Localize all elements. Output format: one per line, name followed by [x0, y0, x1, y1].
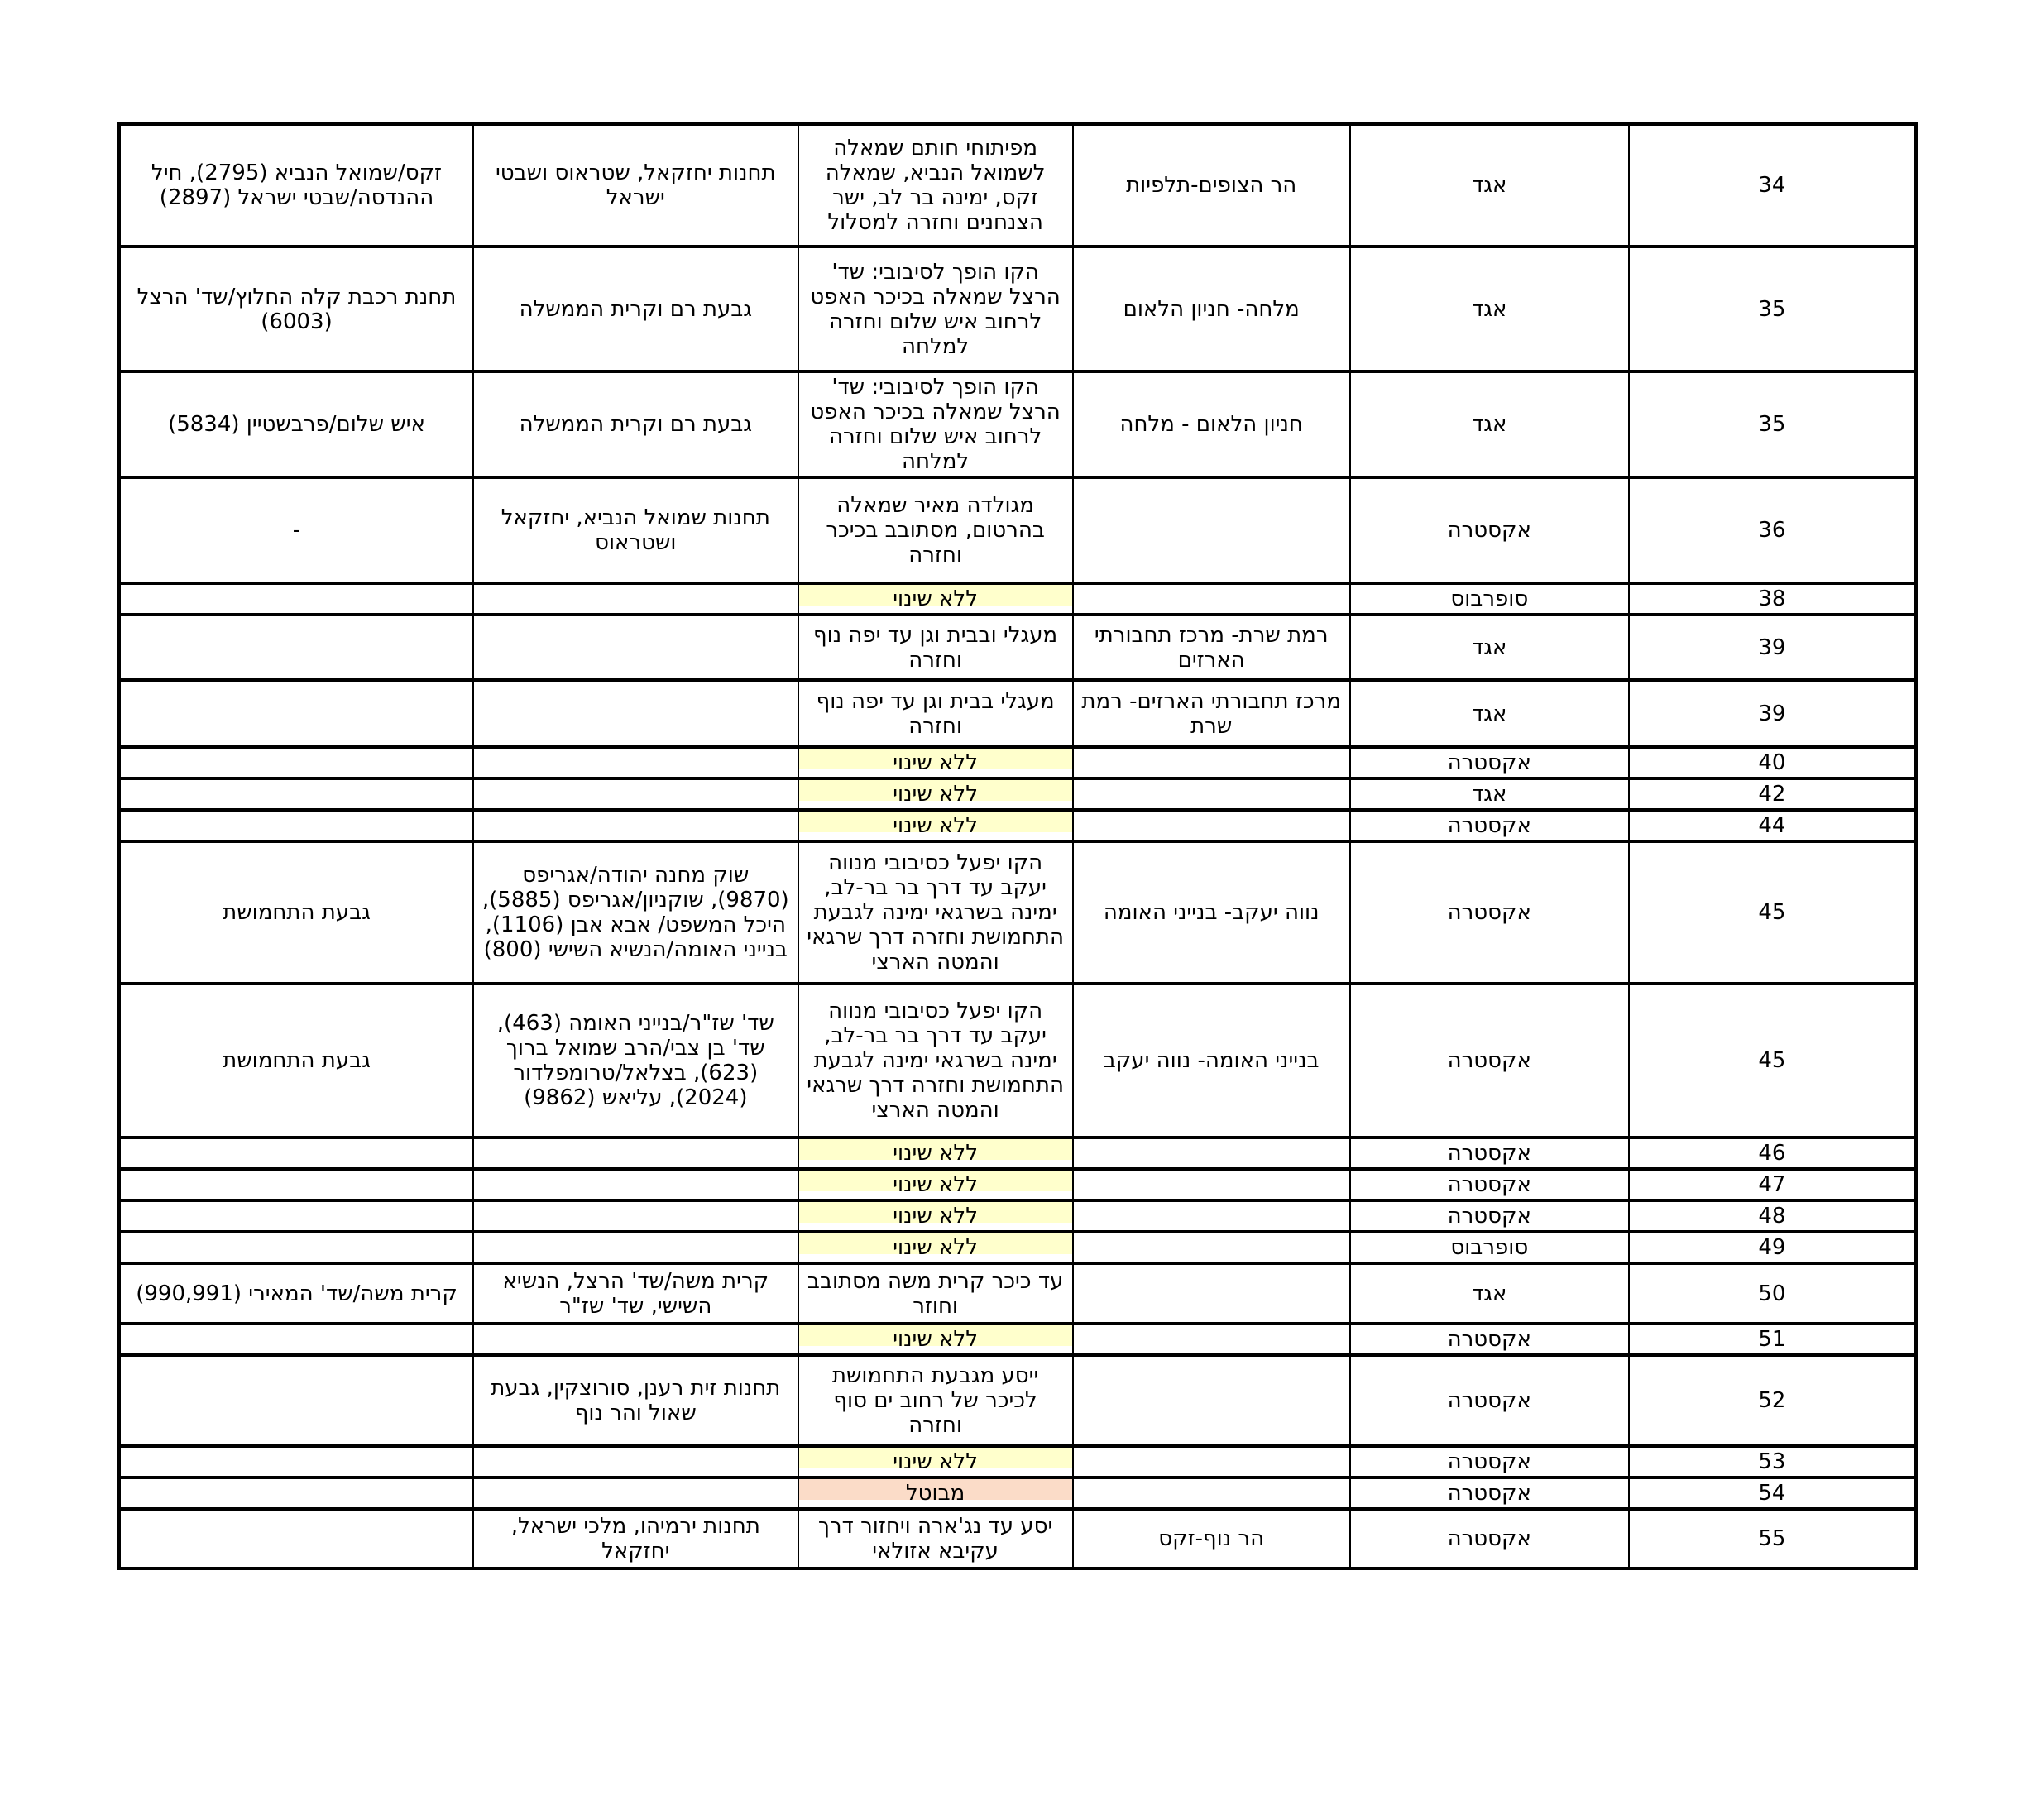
stations-cell: תחנות ירמיהו, מלכי ישראל, יחזקאל [473, 1509, 798, 1569]
route-name-cell: הר הצופים-תלפיות [1073, 124, 1350, 247]
operator-cell: אקסטרה [1350, 1138, 1629, 1169]
route-name-cell [1073, 1169, 1350, 1200]
table-row [119, 1263, 1916, 1324]
table-row [119, 1446, 1916, 1478]
operator-cell: סופרבוס [1350, 1232, 1629, 1263]
table-row [119, 1138, 1916, 1169]
change-cell: ללא שינוי [798, 1446, 1073, 1478]
stations-cell [473, 1169, 798, 1200]
route-name-cell [1073, 810, 1350, 841]
change-cell: ללא שינוי [798, 1232, 1073, 1263]
table-row [119, 247, 1916, 371]
details-cell: זקס/שמואל הנביא (2795), חיל ההנדסה/שבטי ישראל (2897) [119, 124, 473, 247]
details-cell: - [119, 477, 473, 583]
table-row [119, 124, 1916, 247]
route-name-cell: בנייני האומה- נווה יעקב [1073, 984, 1350, 1138]
line-number-cell: 50 [1629, 1263, 1916, 1324]
line-number-cell: 54 [1629, 1478, 1916, 1509]
route-name-cell [1073, 1263, 1350, 1324]
operator-cell: אקסטרה [1350, 1509, 1629, 1569]
table-row [119, 747, 1916, 778]
stations-cell [473, 1200, 798, 1232]
table-row [119, 1478, 1916, 1509]
line-number-cell: 53 [1629, 1446, 1916, 1478]
table-row [119, 680, 1916, 747]
route-name-cell [1073, 1478, 1350, 1509]
change-cell: הקו יפעל כסיבובי מנווה יעקב עד דרך בר בר-לב, ימינה בשרגאי ימינה לגבעת התחמושת וחזרה דרך שרגאי והמטה הארצי [798, 841, 1073, 984]
details-cell: איש שלום/פרבשטיין (5834) [119, 371, 473, 477]
route-name-cell [1073, 1232, 1350, 1263]
operator-cell: סופרבוס [1350, 583, 1629, 615]
details-cell: תחנת רכבת קלה החלוץ/שד' הרצל (6003) [119, 247, 473, 371]
change-cell: ללא שינוי [798, 583, 1073, 615]
operator-cell: אקסטרה [1350, 747, 1629, 778]
operator-cell: אגד [1350, 615, 1629, 680]
table-row [119, 1232, 1916, 1263]
table-row [119, 841, 1916, 984]
change-cell: ללא שינוי [798, 747, 1073, 778]
details-cell [119, 747, 473, 778]
change-cell: הקו הופך לסיבובי: שד' הרצל שמאלה בכיכר האפט לרחוב איש שלום וחזרה למלחה [798, 247, 1073, 371]
bus-line-changes-table [117, 122, 1918, 1570]
line-number-cell: 35 [1629, 247, 1916, 371]
table-row [119, 1355, 1916, 1446]
change-cell: מבוטל [798, 1478, 1073, 1509]
route-name-cell [1073, 747, 1350, 778]
operator-cell: אגד [1350, 680, 1629, 747]
operator-cell: אקסטרה [1350, 1478, 1629, 1509]
stations-cell: תחנות שמואל הנביא, יחזקאל ושטראוס [473, 477, 798, 583]
change-cell: ללא שינוי [798, 1324, 1073, 1355]
details-cell [119, 1232, 473, 1263]
stations-cell [473, 778, 798, 810]
operator-cell: אגד [1350, 1263, 1629, 1324]
change-cell: מפיתוחי חותם שמאלה לשמואל הנביא, שמאלה זקס, ימינה בר לב, ישר הצנחנים וחזרה למסלול [798, 124, 1073, 247]
stations-cell [473, 1232, 798, 1263]
stations-cell [473, 583, 798, 615]
change-cell: ללא שינוי [798, 1169, 1073, 1200]
operator-cell: אקסטרה [1350, 1200, 1629, 1232]
details-cell [119, 778, 473, 810]
table-row [119, 1200, 1916, 1232]
route-name-cell [1073, 1138, 1350, 1169]
line-number-cell: 52 [1629, 1355, 1916, 1446]
change-cell: עד כיכר קרית משה מסתובב וחוזר [798, 1263, 1073, 1324]
operator-cell: אקסטרה [1350, 1324, 1629, 1355]
stations-cell: גבעת רם וקרית הממשלה [473, 247, 798, 371]
change-cell: הקו הופך לסיבובי: שד' הרצל שמאלה בכיכר האפט לרחוב איש שלום וחזרה למלחה [798, 371, 1073, 477]
line-number-cell: 45 [1629, 841, 1916, 984]
stations-cell: גבעת רם וקרית הממשלה [473, 371, 798, 477]
stations-cell: שד' שז"ר/בנייני האומה (463), שד' בן צבי/הרב שמואל ברוך (623), בצלאל/טרומפלדור (2024), עליאש (9862) [473, 984, 798, 1138]
details-cell [119, 615, 473, 680]
line-number-cell: 35 [1629, 371, 1916, 477]
stations-cell [473, 1138, 798, 1169]
route-name-cell [1073, 778, 1350, 810]
stations-cell: תחנות יחזקאל, שטראוס ושבטי ישראל [473, 124, 798, 247]
operator-cell: אגד [1350, 124, 1629, 247]
line-number-cell: 42 [1629, 778, 1916, 810]
change-cell: ללא שינוי [798, 1200, 1073, 1232]
operator-cell: אקסטרה [1350, 477, 1629, 583]
stations-cell [473, 615, 798, 680]
table-row [119, 583, 1916, 615]
change-cell: מעגלי ובבית וגן עד יפה נוף וחזרה [798, 615, 1073, 680]
operator-cell: אקסטרה [1350, 841, 1629, 984]
stations-cell [473, 680, 798, 747]
table-row [119, 615, 1916, 680]
line-number-cell: 39 [1629, 615, 1916, 680]
route-name-cell: מרכז תחבורתי הארזים- רמת שרת [1073, 680, 1350, 747]
table-row [119, 1169, 1916, 1200]
line-number-cell: 51 [1629, 1324, 1916, 1355]
stations-cell [473, 1324, 798, 1355]
line-number-cell: 48 [1629, 1200, 1916, 1232]
route-name-cell: הר נוף-זקס [1073, 1509, 1350, 1569]
details-cell [119, 1478, 473, 1509]
line-number-cell: 46 [1629, 1138, 1916, 1169]
table-row [119, 477, 1916, 583]
operator-cell: אגד [1350, 778, 1629, 810]
operator-cell: אקסטרה [1350, 1446, 1629, 1478]
route-name-cell: חניון הלאום - מלחה [1073, 371, 1350, 477]
details-cell: גבעת התחמושת [119, 984, 473, 1138]
details-cell [119, 680, 473, 747]
details-cell [119, 1200, 473, 1232]
operator-cell: אקסטרה [1350, 1355, 1629, 1446]
change-cell: מעגלי בבית וגן עד יפה נוף וחזרה [798, 680, 1073, 747]
change-cell: יסע עד נג'ארה ויחזור דרך עקיבא אזולאי [798, 1509, 1073, 1569]
change-cell: ללא שינוי [798, 778, 1073, 810]
stations-cell [473, 1446, 798, 1478]
line-number-cell: 44 [1629, 810, 1916, 841]
stations-cell: תחנות זית רענן, סורוצקין, גבעת שאול והר נוף [473, 1355, 798, 1446]
route-name-cell: נווה יעקב- בנייני האומה [1073, 841, 1350, 984]
route-name-cell: מלחה- חניון הלאום [1073, 247, 1350, 371]
table-row [119, 1324, 1916, 1355]
details-cell [119, 1355, 473, 1446]
details-cell [119, 1138, 473, 1169]
operator-cell: אגד [1350, 247, 1629, 371]
route-name-cell [1073, 1355, 1350, 1446]
change-cell: מגולדה מאיר שמאלה בהרטום, מסתובב בכיכר וחזרה [798, 477, 1073, 583]
table-row [119, 371, 1916, 477]
line-number-cell: 47 [1629, 1169, 1916, 1200]
table-row [119, 810, 1916, 841]
line-number-cell: 39 [1629, 680, 1916, 747]
stations-cell [473, 810, 798, 841]
table-row [119, 984, 1916, 1138]
table-body [119, 124, 1916, 1569]
change-cell: ייסע מגבעת התחמושת לכיכר של רחוב ים סוף וחזרה [798, 1355, 1073, 1446]
change-cell: הקו יפעל כסיבובי מנווה יעקב עד דרך בר בר-לב, ימינה בשרגאי ימינה לגבעת התחמושת וחזרה דרך שרגאי והמטה הארצי [798, 984, 1073, 1138]
stations-cell: קרית משה/שד' הרצל, הנשיא השישי, שד' שז"ר [473, 1263, 798, 1324]
stations-cell [473, 1478, 798, 1509]
line-number-cell: 55 [1629, 1509, 1916, 1569]
stations-cell: שוק מחנה יהודה/אגריפס (9870), שוקניון/אגריפס (5885), היכל המשפט/ אבא אבן (1106), בנייני האומה/הנשיא השישי (800) [473, 841, 798, 984]
route-name-cell [1073, 477, 1350, 583]
stations-cell [473, 747, 798, 778]
route-name-cell [1073, 1200, 1350, 1232]
route-name-cell [1073, 1324, 1350, 1355]
details-cell [119, 1509, 473, 1569]
details-cell [119, 1169, 473, 1200]
change-cell: ללא שינוי [798, 810, 1073, 841]
operator-cell: אקסטרה [1350, 984, 1629, 1138]
line-number-cell: 38 [1629, 583, 1916, 615]
details-cell [119, 1446, 473, 1478]
route-name-cell: רמת שרת- מרכז תחבורתי הארזים [1073, 615, 1350, 680]
route-name-cell [1073, 1446, 1350, 1478]
line-number-cell: 36 [1629, 477, 1916, 583]
route-name-cell [1073, 583, 1350, 615]
table-row [119, 778, 1916, 810]
table-row [119, 1509, 1916, 1569]
operator-cell: אקסטרה [1350, 810, 1629, 841]
line-number-cell: 49 [1629, 1232, 1916, 1263]
line-number-cell: 34 [1629, 124, 1916, 247]
details-cell: קרית משה/שד' המאירי (990,991) [119, 1263, 473, 1324]
change-cell: ללא שינוי [798, 1138, 1073, 1169]
line-number-cell: 45 [1629, 984, 1916, 1138]
operator-cell: אגד [1350, 371, 1629, 477]
operator-cell: אקסטרה [1350, 1169, 1629, 1200]
line-number-cell: 40 [1629, 747, 1916, 778]
details-cell [119, 810, 473, 841]
details-cell [119, 1324, 473, 1355]
details-cell [119, 583, 473, 615]
details-cell: גבעת התחמושת [119, 841, 473, 984]
